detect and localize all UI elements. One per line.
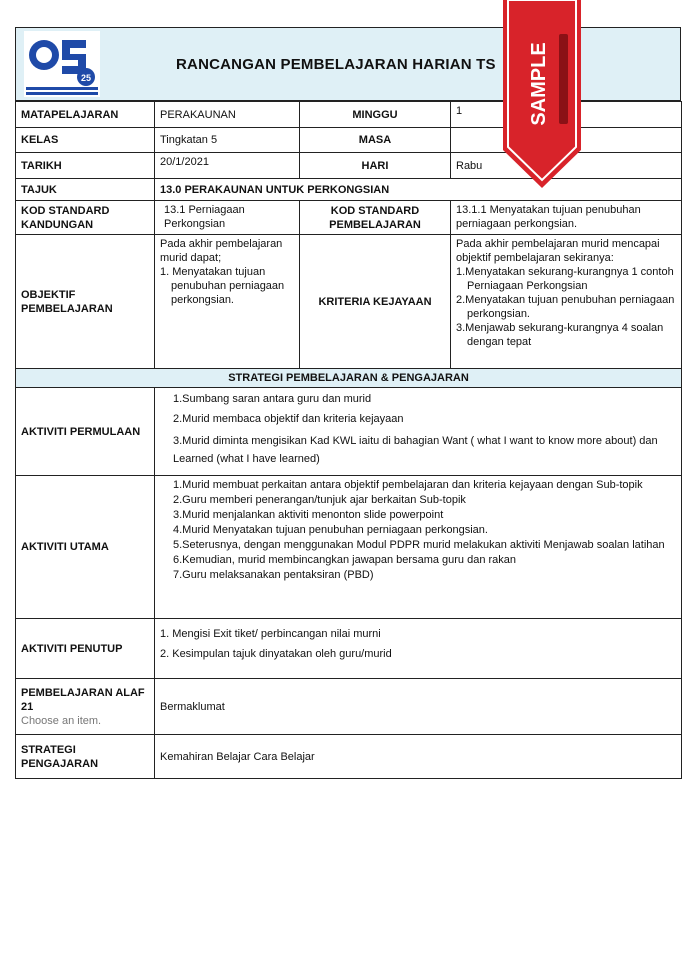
strategi-heading: STRATEGI PEMBELAJARAN & PENGAJARAN bbox=[16, 369, 682, 388]
aktiviti-permulaan-value bbox=[155, 388, 682, 476]
kod-standard-kandungan-label: KOD STANDARD KANDUNGAN bbox=[16, 201, 155, 235]
kelas-value: Tingkatan 5 bbox=[155, 128, 300, 153]
strategi-pengajaran-value: Kemahiran Belajar Cara Belajar bbox=[155, 735, 682, 779]
kod-standard-kandungan-value: 13.1 Perniagaan Perkongsian bbox=[155, 201, 300, 235]
aktiviti-utama-value bbox=[155, 476, 682, 619]
aktiviti-permulaan-label: AKTIVITI PERMULAAN bbox=[16, 388, 155, 476]
utama-item: 3.Murid menjalankan aktiviti menonton slide powerpoint bbox=[173, 509, 444, 521]
utama-item: 5.Seterusnya, dengan menggunakan Modul PDPR murid melakukan aktiviti Menjawab soalan latihan bbox=[173, 539, 665, 551]
sample-ribbon bbox=[501, 0, 583, 188]
kriteria-label: KRITERIA KEJAYAAN bbox=[300, 235, 451, 369]
objektif-intro: Pada akhir pembelajaran murid dapat; bbox=[160, 238, 283, 264]
matapelajaran-value: PERAKAUNAN bbox=[155, 102, 300, 128]
utama-item: 6.Kemudian, murid membincangkan jawapan bersama guru dan rakan bbox=[173, 554, 517, 566]
lesson-details-table bbox=[15, 101, 682, 779]
aktiviti-penutup-label: AKTIVITI PENUTUP bbox=[16, 619, 155, 679]
alaf21-choose-item[interactable]: Choose an item. bbox=[21, 714, 102, 727]
minggu-label: MINGGU bbox=[300, 102, 451, 128]
kriteria-intro: Pada akhir pembelajaran murid mencapai objektif pembelajaran sekiranya: bbox=[456, 238, 660, 264]
utama-item: 7.Guru melaksanakan pentaksiran (PBD) bbox=[173, 569, 374, 581]
utama-item: 2.Guru memberi penerangan/tunjuk ajar berkaitan Sub-topik bbox=[173, 494, 466, 506]
document-title: RANCANGAN PEMBELAJARAN HARIAN TS bbox=[176, 56, 496, 73]
kriteria-item: 1.Menyatakan sekurang-kurangnya 1 contoh Perniagaan Perkongsian bbox=[456, 266, 674, 292]
objektif-item: 1. Menyatakan tujuan penubuhan perniagaan perkongsian. bbox=[160, 266, 285, 306]
objektif-label: OBJEKTIF PEMBELAJARAN bbox=[16, 235, 155, 369]
tarikh-value: 20/1/2021 bbox=[155, 153, 300, 179]
logo-number: 25 bbox=[80, 73, 92, 83]
kod-standard-pembelajaran-label: KOD STANDARD PEMBELAJARAN bbox=[300, 201, 451, 235]
alaf21-label bbox=[16, 679, 155, 735]
school-logo bbox=[24, 31, 100, 97]
utama-item: 1.Murid membuat perkaitan antara objektif pembelajaran dan kriteria kejayaan dengan Sub-topik bbox=[173, 479, 643, 491]
minggu-value: 1 bbox=[451, 102, 682, 128]
kriteria-value bbox=[451, 235, 682, 369]
kod-standard-pembelajaran-value: 13.1.1 Menyatakan tujuan penubuhan perniagaan perkongsian. bbox=[451, 201, 682, 235]
permulaan-item: 2.Murid membaca objektif dan kriteria kejayaan bbox=[173, 413, 404, 425]
alaf21-value: Bermaklumat bbox=[155, 679, 682, 735]
alaf21-title: PEMBELAJARAN ALAF 21 bbox=[21, 686, 145, 713]
sample-stamp-text: SAMPLE bbox=[528, 42, 550, 126]
kelas-label: KELAS bbox=[16, 128, 155, 153]
ribbon-label-strip bbox=[559, 34, 568, 124]
aktiviti-penutup-value bbox=[155, 619, 682, 679]
tajuk-label: TAJUK bbox=[16, 179, 155, 201]
penutup-item: 1. Mengisi Exit tiket/ perbincangan nilai murni bbox=[160, 628, 381, 640]
tarikh-label: TARIKH bbox=[16, 153, 155, 179]
hari-value: Rabu bbox=[451, 153, 682, 179]
kriteria-item: 2.Menyatakan tujuan penubuhan perniagaan perkongsian. bbox=[456, 294, 675, 320]
masa-label: MASA bbox=[300, 128, 451, 153]
permulaan-item: 1.Sumbang saran antara guru dan murid bbox=[173, 393, 372, 405]
hari-label: HARI bbox=[300, 153, 451, 179]
permulaan-item: 3.Murid diminta mengisikan Kad KWL iaitu di bahagian Want ( what I want to know more about) dan Learned (what I have learned) bbox=[173, 435, 658, 465]
tajuk-value: 13.0 PERAKAUNAN UNTUK PERKONGSIAN bbox=[155, 179, 682, 201]
objektif-value bbox=[155, 235, 300, 369]
penutup-item: 2. Kesimpulan tajuk dinyatakan oleh guru/murid bbox=[160, 648, 392, 660]
utama-item: 4.Murid Menyatakan tujuan penubuhan perniagaan perkongsian. bbox=[173, 524, 488, 536]
matapelajaran-label: MATAPELAJARAN bbox=[16, 102, 155, 128]
kriteria-item: 3.Menjawab sekurang-kurangnya 4 soalan dengan tepat bbox=[456, 322, 664, 348]
strategi-pengajaran-label: STRATEGI PENGAJARAN bbox=[16, 735, 155, 779]
aktiviti-utama-label: AKTIVITI UTAMA bbox=[16, 476, 155, 619]
